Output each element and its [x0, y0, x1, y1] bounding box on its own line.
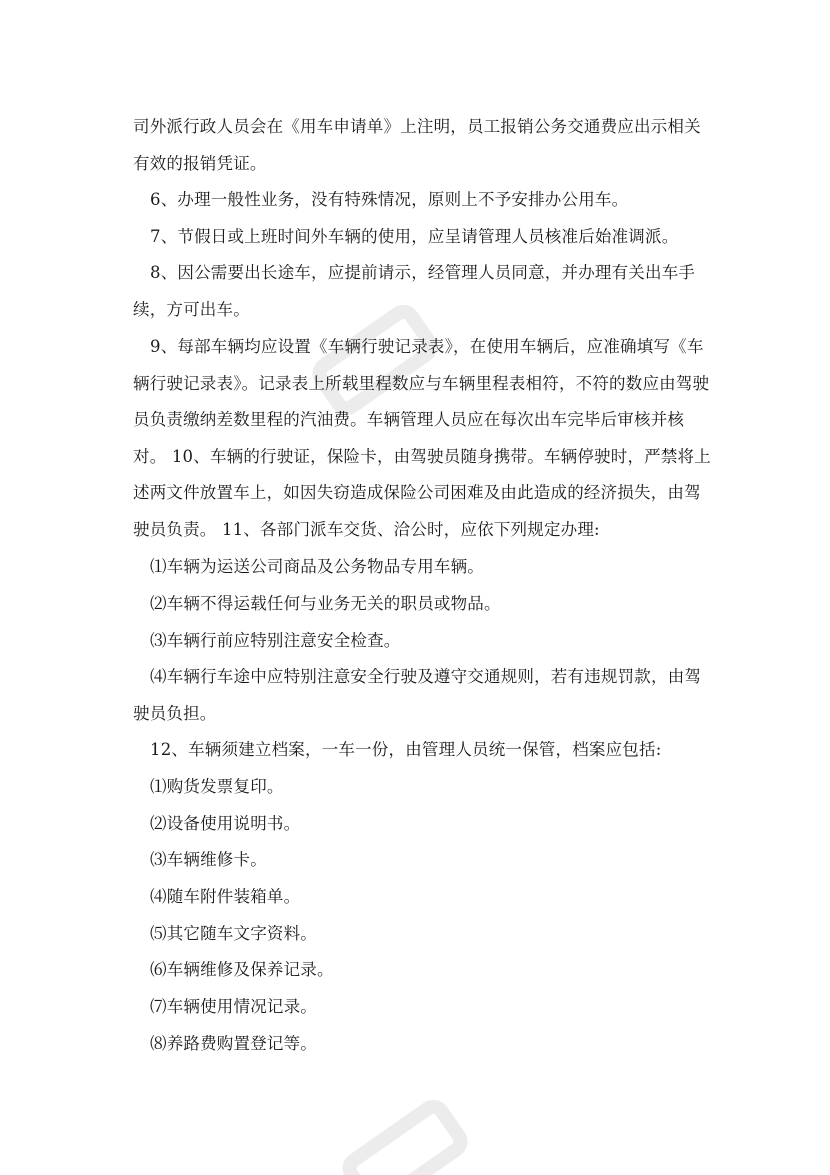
list-item-12-7: ⑺车辆使用情况记录。: [150, 997, 317, 1016]
list-item-12-4: ⑷随车附件装箱单。: [150, 887, 301, 906]
paragraph-item-8: 8、因公需要出长途车，应提前请示，经管理人员同意，并办理有关出车手续，方可出车。: [133, 263, 696, 319]
paragraph-continuation: 司外派行政人员会在《用车申请单》上注明，员工报销公务交通费应出示相关有效的报销凭证。: [133, 117, 701, 173]
list-item-12-1: ⑴购货发票复印。: [150, 777, 284, 796]
list-item-12-8: ⑻养路费购置登记等。: [150, 1034, 317, 1053]
list-item-12-3: ⑶车辆维修卡。: [150, 850, 267, 869]
list-item-12-5: ⑸其它随车文字资料。: [150, 924, 317, 943]
list-item-11-2: ⑵车辆不得运载任何与业务无关的职员或物品。: [150, 594, 501, 613]
paragraph-item-12: 12、车辆须建立档案，一车一份，由管理人员统一保管，档案应包括:: [150, 740, 662, 759]
list-item-12-6: ⑹车辆维修及保养记录。: [150, 960, 334, 979]
watermark-lower: [330, 1085, 480, 1175]
list-item-11-3: ⑶车辆行前应特别注意安全检查。: [150, 631, 401, 650]
paragraph-item-6: 6、办理一般性业务，没有特殊情况，原则上不予安排办公用车。: [150, 190, 629, 209]
paragraph-item-7: 7、节假日或上班时间外车辆的使用，应呈请管理人员核准后始准调派。: [150, 227, 679, 246]
list-item-11-4: ⑷车辆行车途中应特别注意安全行驶及遵守交通规则，若有违规罚款，由驾驶员负担。: [133, 667, 702, 723]
list-item-12-2: ⑵设备使用说明书。: [150, 814, 301, 833]
paragraph-item-9-10-11: 9、每部车辆均应设置《车辆行驶记录表》，在使用车辆后，应准确填写《车辆行驶记录表》。记录表上所载里程数应与车辆里程表相符，不符的数应由驾驶员负责缴纳差数里程的汽油费。车辆管理人员应在每次出车完毕后审核并核对。 10、车辆的行驶证，保险卡，由驾驶员随身携带。车辆停驶时，严禁将上述两文件放置车上，如因失窃造成保险公司困难及由此造成的经济损失，由驾驶员负责。 11、各部门派车交货、洽公时，应依下列规定办理:: [133, 337, 711, 539]
list-item-11-1: ⑴车辆为运送公司商品及公务物品专用车辆。: [150, 557, 484, 576]
